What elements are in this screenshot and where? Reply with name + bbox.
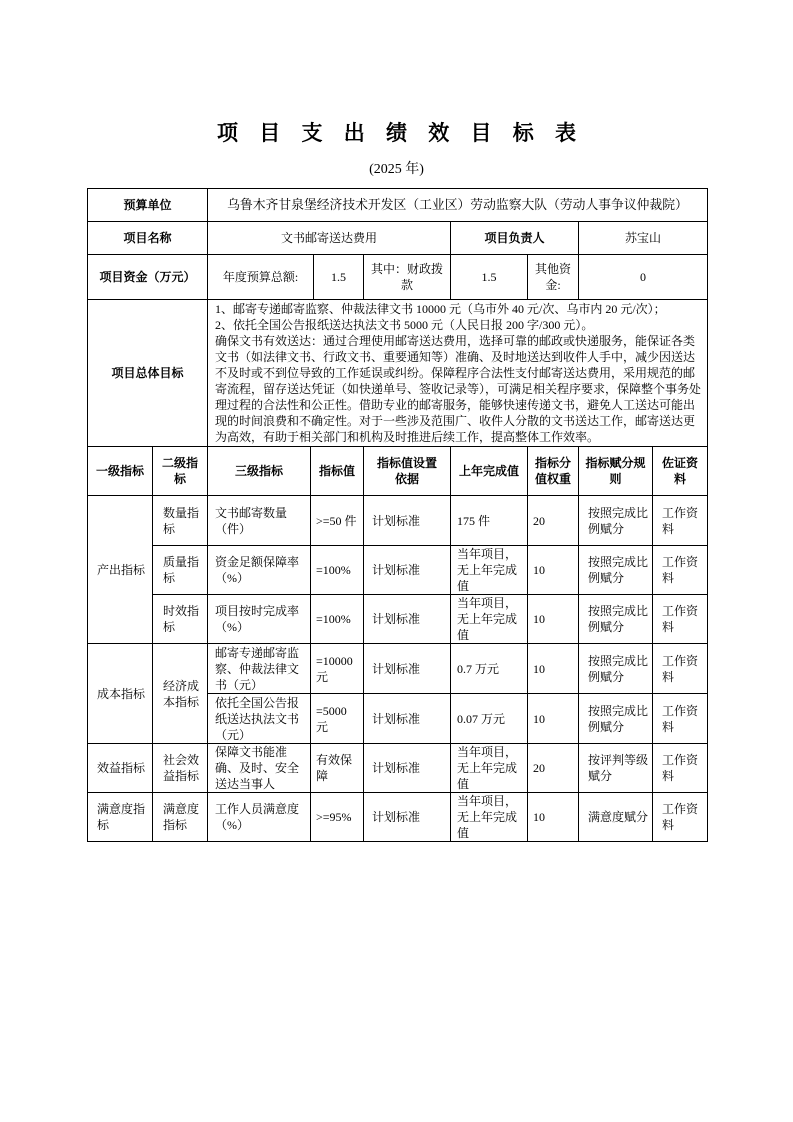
rule-cell: 满意度赋分 [579, 793, 653, 842]
level2-cell: 数量指标 [153, 496, 208, 546]
indicator-table [87, 446, 708, 842]
level3-cell: 保障文书能准确、及时、安全送达当事人 [208, 744, 311, 793]
level3-cell: 依托全国公告报纸送达执法文书（元） [208, 694, 311, 744]
fiscal-funds-value: 1.5 [451, 255, 528, 300]
value-cell: 有效保障 [311, 744, 364, 793]
basis-cell: 计划标准 [364, 496, 451, 546]
weight-cell: 10 [528, 595, 579, 644]
goal-paragraph: 2、依托全国公告报纸送达执法文书 5000 元（人民日报 200 字/300 元）。 [215, 318, 594, 332]
evidence-cell: 工作资料 [653, 595, 708, 644]
budget-unit-row [88, 189, 708, 222]
last-year-cell: 175 件 [451, 496, 528, 546]
rule-cell: 按照完成比例赋分 [579, 496, 653, 546]
project-funds-label: 项目资金（万元） [88, 255, 208, 300]
header-basis: 指标值设置依据 [364, 447, 451, 496]
level2-cell: 社会效益指标 [153, 744, 208, 793]
header-last-year: 上年完成值 [451, 447, 528, 496]
last-year-cell: 0.7 万元 [451, 644, 528, 694]
basis-cell: 计划标准 [364, 793, 451, 842]
indicator-row [88, 546, 708, 595]
evidence-cell: 工作资料 [653, 744, 708, 793]
last-year-cell: 0.07 万元 [451, 694, 528, 744]
value-cell: =10000 元 [311, 644, 364, 694]
overall-goal-row [88, 300, 708, 447]
level1-benefit: 效益指标 [88, 744, 153, 793]
last-year-cell: 当年项目，无上年完成值 [451, 744, 528, 793]
last-year-cell: 当年项目，无上年完成值 [451, 546, 528, 595]
rule-cell: 按评判等级赋分 [579, 744, 653, 793]
level2-cell: 满意度指标 [153, 793, 208, 842]
header-level3: 三级指标 [208, 447, 311, 496]
value-cell: =100% [311, 546, 364, 595]
header-level2: 二级指标 [153, 447, 208, 496]
evidence-cell: 工作资料 [653, 793, 708, 842]
basis-cell: 计划标准 [364, 546, 451, 595]
other-funds-value: 0 [579, 255, 708, 300]
other-funds-label: 其他资金: [528, 255, 579, 300]
level1-cost: 成本指标 [88, 644, 153, 744]
overall-goal-text [208, 300, 708, 447]
indicator-row [88, 793, 708, 842]
header-rule: 指标赋分规则 [579, 447, 653, 496]
level3-cell: 邮寄专递邮寄监察、仲裁法律文书（元） [208, 644, 311, 694]
project-name-value: 文书邮寄送达费用 [208, 222, 451, 255]
project-name-label: 项目名称 [88, 222, 208, 255]
evidence-cell: 工作资料 [653, 496, 708, 546]
header-evidence: 佐证资料 [653, 447, 708, 496]
annual-budget-value: 1.5 [314, 255, 364, 300]
evidence-cell: 工作资料 [653, 644, 708, 694]
project-name-row [88, 222, 708, 255]
basis-cell: 计划标准 [364, 744, 451, 793]
last-year-cell: 当年项目，无上年完成值 [451, 793, 528, 842]
header-weight: 指标分值权重 [528, 447, 579, 496]
goal-paragraph: 1、邮寄专递邮寄监察、仲裁法律文书 10000 元（乌市外 40 元/次、乌市内 20 元/次）； [215, 302, 666, 316]
document-title: 项 目 支 出 绩 效 目 标 表 [217, 121, 584, 145]
indicator-row [88, 644, 708, 694]
value-cell: =100% [311, 595, 364, 644]
last-year-cell: 当年项目，无上年完成值 [451, 595, 528, 644]
rule-cell: 按照完成比例赋分 [579, 694, 653, 744]
evidence-cell: 工作资料 [653, 694, 708, 744]
level1-satisfaction: 满意度指标 [88, 793, 153, 842]
indicator-row [88, 496, 708, 546]
overall-goal-label: 项目总体目标 [88, 300, 208, 447]
level3-cell: 资金足额保障率（%） [208, 546, 311, 595]
annual-budget-label: 年度预算总额: [208, 255, 314, 300]
basis-cell: 计划标准 [364, 595, 451, 644]
goal-paragraph: 确保文书有效送达：通过合理使用邮寄送达费用，选择可靠的邮政或快递服务，能保证各类文书（如法律文书、行政文书、重要通知等）准确、及时地送达到收件人手中，减少因送达不及时或不到位导致的工作延误或纠纷。保障程序合法性支付邮寄送达费用，采用规范的邮寄流程，留存送达凭证（如快递单号、签收记录等），可满足相关程序要求，保障整个事务处理过程的合法性和公正性。借助专业的邮寄服务，能够快速传递文书，避免人工送达可能出现的时间浪费和不确定性。对于一些涉及范围广、收件人分散的文书送达工作，邮寄送达更为高效，有助于相关部门和机构及时推进后续工作，提高整体工作效率。 [215, 334, 702, 444]
level2-cell: 时效指标 [153, 595, 208, 644]
level3-cell: 工作人员满意度（%） [208, 793, 311, 842]
budget-unit-label: 预算单位 [88, 189, 208, 222]
weight-cell: 20 [528, 744, 579, 793]
value-cell: >=50 件 [311, 496, 364, 546]
header-level1: 一级指标 [88, 447, 153, 496]
weight-cell: 10 [528, 546, 579, 595]
performance-target-form [87, 188, 707, 842]
value-cell: >=95% [311, 793, 364, 842]
weight-cell: 20 [528, 496, 579, 546]
level3-cell: 项目按时完成率（%） [208, 595, 311, 644]
indicator-row [88, 595, 708, 644]
document-year: (2025 年) [369, 162, 424, 177]
fiscal-funds-label: 其中：财政拨款 [364, 255, 451, 300]
header-value: 指标值 [311, 447, 364, 496]
budget-unit-value: 乌鲁木齐甘泉堡经济技术开发区（工业区）劳动监察大队（劳动人事争议仲裁院） [208, 189, 708, 222]
weight-cell: 10 [528, 793, 579, 842]
indicator-row [88, 744, 708, 793]
rule-cell: 按照完成比例赋分 [579, 546, 653, 595]
level2-cell: 质量指标 [153, 546, 208, 595]
weight-cell: 10 [528, 694, 579, 744]
level1-output: 产出指标 [88, 496, 153, 644]
indicator-header-row [88, 447, 708, 496]
value-cell: =5000 元 [311, 694, 364, 744]
evidence-cell: 工作资料 [653, 546, 708, 595]
basis-cell: 计划标准 [364, 644, 451, 694]
rule-cell: 按照完成比例赋分 [579, 644, 653, 694]
level3-cell: 文书邮寄数量（件） [208, 496, 311, 546]
project-funds-row [88, 255, 708, 300]
project-info-table [87, 188, 708, 447]
level2-cell: 经济成本指标 [153, 644, 208, 744]
project-leader-value: 苏宝山 [579, 222, 708, 255]
basis-cell: 计划标准 [364, 694, 451, 744]
weight-cell: 10 [528, 644, 579, 694]
rule-cell: 按照完成比例赋分 [579, 595, 653, 644]
project-leader-label: 项目负责人 [451, 222, 579, 255]
